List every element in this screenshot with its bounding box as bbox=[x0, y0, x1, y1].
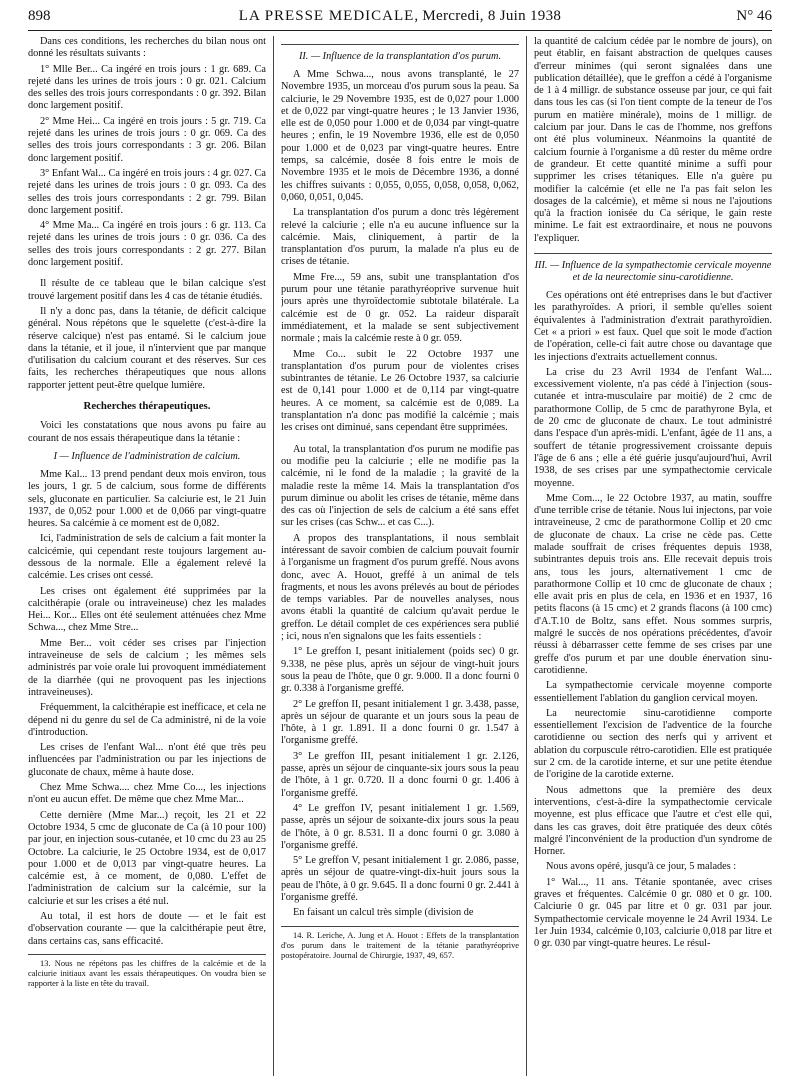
graft-result-3: 3° Le greffon III, pesant initialement 1 gr. 2.126, passe, après un séjour de cinquante-six jours sous la peau de l'hôte, à 1 gr. 0.720. Il a donc fourni 0 gr. 1.406 à l'organisme greffé. bbox=[281, 750, 519, 799]
issue-number: N° 46 bbox=[736, 8, 772, 24]
graft-result-2: 2° Le greffon II, pesant initialement 1 gr. 3.438, passe, après un séjour de quarante et un jours sous la peau de l'hôte, à 1 gr. 1.891. Il a donc fourni 0 gr. 1.547 à l'organisme greffé. bbox=[281, 698, 519, 747]
paragraph: Les crises ont également été supprimées par la calcithérapie (orale ou intraveineuse) chez les malades Hei... Kor... Elles ont été seulement atténuées chez Mme Schwa..., chez Mme Stre... bbox=[28, 585, 266, 634]
section-heading: Recherches thérapeutiques. bbox=[83, 400, 211, 413]
paragraph: Mme Co... subit le 22 Octobre 1937 une transplantation d'os purum pour de violentes crises subintrantes de tétanie. Le 26 Octobre 1937, sa calciurie est de 0,141 pour 1.000 et de 0,114 par vingt-quatre heures. A ce moment, sa calcémie est de 0,089. La transplantation n'a donc pas modifié la calcémie ; mais les crises ont diminué, sans cependant être supprimées. bbox=[281, 348, 519, 434]
paragraph: A propos des transplantations, il nous semblait intéressant de savoir combien de calcium pouvait fournir à l'organisme un fragment d'os purum greffé. Nous avons donc, avec A. Houot, greffé à un animal de tels fragments, et nous les avons prélevés au bout de périodes de temps variables. Par de nouvelles analyses, nous avons établi la quantité de calcium qu'avait perdue le greffon. Le détail complet de ces expériences sera publié ; ici, nous n'en signalons que les faits essentiels : bbox=[281, 532, 519, 643]
paragraph: Fréquemment, la calcithérapie est inefficace, et cela ne dépend ni du genre du sel de Ca administré, ni de la voie d'introduction. bbox=[28, 702, 266, 738]
paragraph: La transplantation d'os purum a donc très légèrement relevé la calciurie ; elle n'a eu aucune influence sur la calcémie. Mais, cliniquement, à partir de la transplantation d'os purum, la malade n'a plus eu de crises de tétanie. bbox=[281, 207, 519, 268]
paragraph: Nous admettons que la première des deux interventions, c'est-à-dire la sympathectomie cervicale moyenne, est plus efficace que l'autre et c'est elle qui, dans les cas graves, doit être pratiquée des deux côtés malgré l'inconvénient de la production d'un syndrome de Horner. bbox=[534, 784, 772, 858]
paragraph: Nous avons opéré, jusqu'à ce jour, 5 malades : bbox=[546, 861, 737, 873]
paragraph: La crise du 23 Avril 1934 de l'enfant Wal.... excessivement violente, n'a pas cédé à l'injection (sous-cutanée et intra-musculaire par moitié) de 2 cmc de parathormone Collip, de 5 cmc de parathyrone Byla, et de 20 cmc de gluconate de chaux. Le tout administré dans l'espace d'un après-midi. L'enfant, âgée de 11 ans, a souffert de tétanie progressivement croissante depuis l'âge de 6 ans ; elle a été guérie jusqu'aujourd'hui, Avril 1938, de ses crises par une sympathectomie cervicale moyenne. bbox=[534, 366, 772, 489]
paragraph: Les crises de l'enfant Wal... n'ont été que très peu influencées par l'administration ou par les injections de gluconate de chaux, même à haute dose. bbox=[28, 742, 266, 778]
column-3 bbox=[534, 36, 772, 1076]
issue-date: , Mercredi, 8 Juin 1938 bbox=[414, 8, 562, 24]
paragraph: A Mme Schwa..., nous avons transplanté, le 27 Novembre 1935, un morceau d'os purum sous la peau. Sa calciurie, le 29 Novembre 1935, est de 0,027 pour 1.000 et de 0,022 par vingt-quatre heures ; le 13 Janvier 1936, elle est de 0,050 pour 1.000 et de 0,034 par vingt-quatre heures ; enfin, le 19 Novembre 1936, elle est de 0,050 pour 1.000 et de 0,023 par vingt-quatre heures. Entre temps, sa calcémie, dosée 8 fois entre le mois de Novembre 1935 et le mois de Décembre 1936, a donné les chiffres suivants : 0,055, 0,055, 0,058, 0,058, 0,062, 0,060, 0,051, 0,045. bbox=[281, 69, 519, 203]
case-1: 1° Wal..., 11 ans. Tétanie spontanée, avec crises graves et fréquentes. Calcémie 0 gr. 080 et 0 gr. 100. Calciurie 0 gr. 045 par litre et 0 gr. 031 par jour. Sympathectomie cervicale moyenne le 24 Avril 1934. Le 1er Juin 1934, calcémie 0,103, calciurie 0,018 par litre et 0 gr. 030 par vingt-quatre heures. Le résul- bbox=[534, 876, 772, 950]
paragraph: Au total, la transplantation d'os purum ne modifie pas ou modifie peu la calciurie ; elle ne modifie pas la calcémie, ni le fond de la maladie ; la gravité de la maladie reste la même 14. Mais la transplantation d'os purum diminue ou abolit les crises de tétanie, même dans des cas où l'injection de sels de calcium a été sans effet sur les crises (cas Schw... et cas C...). bbox=[281, 443, 519, 529]
journal-name: LA PRESSE MEDICALE bbox=[238, 8, 415, 24]
footnote-separator bbox=[28, 954, 266, 955]
section-rule bbox=[281, 44, 519, 45]
journal-title bbox=[28, 8, 772, 25]
column-rule bbox=[273, 36, 274, 1076]
column-2 bbox=[281, 36, 519, 1076]
balance-result-1: 1° Mlle Ber... Ca ingéré en trois jours : 1 gr. 689. Ca rejeté dans les urines de trois jours : 0 gr. 021. Calcium des selles des trois jours correspondants : 0 gr. 392. Bilan donc largement positif. bbox=[28, 63, 266, 112]
section-rule bbox=[534, 253, 772, 254]
footnote: 13. Nous ne répétons pas les chiffres de la calcémie et de la calciurie initiaux avant les essais thérapeutiques. On voudra bien se rapporter à la liste en tête du travail. bbox=[28, 958, 266, 988]
paragraph: Au total, il est hors de doute — et le fait est d'observation courante — que la calcithérapie peut être, dans certains cas, sans efficacité. bbox=[28, 911, 266, 947]
page-number: 898 bbox=[28, 8, 51, 24]
graft-result-5: 5° Le greffon V, pesant initialement 1 gr. 2.086, passe, après un séjour de quatre-vingt-dix-huit jours sous la peau de l'hôte, à 0 gr. 9.645. Il a donc fourni 0 gr. 2.441 à l'organisme greffé. bbox=[281, 855, 519, 903]
footnote-separator bbox=[281, 926, 519, 927]
paragraph: Ces opérations ont été entreprises dans le but d'activer les parathyroïdes. A priori, il semble qu'elles soient équivalentes à l'administration d'extrait parathyroïdien. Cet « a priori » est faux. Quel que soit le mode d'action de l'opération, celle-ci fait autre chose ou davantage que les injections d'extraits actuellement connus. bbox=[534, 290, 772, 363]
column-1 bbox=[28, 36, 266, 1076]
subsection-heading: I — Influence de l'administration de calcium. bbox=[53, 450, 241, 462]
paragraph: Cette dernière (Mme Mar...) reçoit, les 21 et 22 Octobre 1934, 5 cmc de gluconate de Ca (à 10 pour 100) par jour, en injection sous-cutanée, et 10 cmc du 23 au 25 Octobre. La calciurie, le 25 Octobre 1934, est de 0,017 pour 1.000 et de 0,013 par vingt-quatre heures. La calcémie est, à ce moment, de 0,080. L'effet de l'administration de calcium sur la calcémie, sur la calciurie et sur les crises a été nul. bbox=[28, 809, 266, 907]
graft-result-1: 1° Le greffon I, pesant initialement (poids sec) 0 gr. 9.338, ne pèse plus, après un séjour de vingt-huit jours sous la peau de l'hôte, que 0 gr. 9.000. Il a donc fourni 0 gr. 0.338 à l'organisme greffé. bbox=[281, 646, 519, 695]
paragraph: la quantité de calcium cédée par le nombre de jours), on peut établir, en faisant abstraction de quelques causes d'erreur minimes (qui seront signalées dans une publication détaillée), que le greffon a cédé à l'organisme de 1 à 4 milligr. de substance osseuse par jour, ce qui fait dans tous les cas (si l'on tient compte de la teneur de l'os purum en matière minérale), moins de 1 milligr. de calcium par jour. Dans le cas de l'homme, nos greffons ont été plus volumineux. Néanmoins la quantité de calcium fournie à l'organisme a dû rester du même ordre de grandeur. Et cette quantité minime a suffi pour supprimer les crises tétaniques. Elle n'a guère pu modifier la calcémie (et elle ne l'a pas fait selon les dosages de la calcémie), et même si nous ne l'ajoutions qu'à la fraction ionisée du Ca sérique, le gain reste minime. Le fait est extraordinaire, et nous ne pouvons l'expliquer. bbox=[534, 36, 772, 244]
subsection-heading: III. — Influence de la sympathectomie cervicale moyenne et de la neurectomie sinu-carotidienne. bbox=[534, 260, 772, 284]
footnote: 14. R. Leriche, A. Jung et A. Houot : Effets de la transplantation d'os purum dans le traitement de la tétanie parathyréoprive postopératoire. Journal de Chirurgie, 1937, 49, 657. bbox=[281, 930, 519, 960]
paragraph: Ici, l'administration de sels de calcium a fait monter la calcicémie, qui cependant reste toujours largement au-dessous de la normale. Elle a également relevé la calcémie. Les crises ont cessé. bbox=[28, 533, 266, 582]
paragraph: La neurectomie sinu-carotidienne comporte essentiellement l'excision de l'adventice de la fourche carotidienne ou section des nerfs qui y arrivent et ablation du corpuscule rétro-carotidien. Elle est pratiquée sur 2 cm. de la carotide interne, et sur une petite étendue de l'origine de la carotide externe. bbox=[534, 707, 772, 781]
paragraph: Chez Mme Schwa.... chez Mme Co..., les injections n'ont eu aucun effet. De même que chez Mme Mar... bbox=[28, 782, 266, 806]
paragraph: Mme Fre..., 59 ans, subit une transplantation d'os purum pour une tétanie parathyréoprive survenue huit jours après une thyroïdectomie subtotale bilatérale. La calcémie est de 0 gr. 052. La raideur disparaît immédiatement, et la malade se sent subjectivement normale ; mais la calcémie reste à 0 gr. 059. bbox=[281, 271, 519, 345]
paragraph: Dans ces conditions, les recherches du bilan nous ont donné les résultats suivants : bbox=[28, 36, 266, 60]
paragraph: Voici les constatations que nous avons pu faire au courant de nos essais thérapeutique dans la tétanie : bbox=[28, 420, 266, 444]
paragraph: En faisant un calcul très simple (division de bbox=[293, 907, 474, 919]
page-header bbox=[28, 8, 772, 31]
paragraph: Il n'y a donc pas, dans la tétanie, de déficit calcique général. Nous répétons que le squelette (c'est-à-dire la réserve calcique) n'est pas entamé. Si le calcium joue dans la tétanie, et il joue, il n'intervient que par manque d'utilisation du calcium courant et des réserves. Sur ces faits, les recherches thérapeutiques que nous allons rapporter jettent peut-être quelque lumière. bbox=[28, 305, 266, 391]
subsection-heading: II. — Influence de la transplantation d'os purum. bbox=[298, 51, 502, 62]
paragraph: Il résulte de ce tableau que le bilan calcique s'est trouvé largement positif dans les 4 cas de tétanie étudiés. bbox=[28, 278, 266, 302]
balance-result-2: 2° Mme Hei... Ca ingéré en trois jours : 5 gr. 719. Ca rejeté dans les urines de trois jours : 0 gr. 069. Ca des selles des trois jours correspondants : 3 gr. 206. Bilan donc largement positif. bbox=[28, 115, 266, 164]
balance-result-3: 3° Enfant Wal... Ca ingéré en trois jours : 4 gr. 027. Ca rejeté dans les urines de trois jours : 0 gr. 093. Ca des selles des trois jours correspondants : 2 gr. 799. Bilan donc largement positif. bbox=[28, 167, 266, 216]
column-rule bbox=[526, 36, 527, 1076]
graft-result-4: 4° Le greffon IV, pesant initialement 1 gr. 1.569, passe, après un séjour de soixante-dix jours sous la peau de l'hôte, à 0 gr. 8.531. Il a donc fourni 0 gr. 3.080 à l'organisme greffé. bbox=[281, 802, 519, 851]
balance-result-4: 4° Mme Ma... Ca ingéré en trois jours : 6 gr. 113. Ca rejeté dans les urines de trois jours : 0 gr. 036. Ca des selles des trois jours correspondants : 2 gr. 277. Bilan donc largement positif. bbox=[28, 220, 266, 269]
paragraph: Mme Ber... voit céder ses crises par l'injection intraveineuse de sels de calcium ; les mêmes sels administrés par voie orale lui provoquent immédiatement de la diarrhée (qui ne provoquent pas les injections intraveineuses). bbox=[28, 637, 266, 698]
paragraph: Mme Com..., le 22 Octobre 1937, au matin, souffre d'une terrible crise de tétanie. Nous lui injectons, par voie intraveineuse, 2 cmc de parathormone Collip et 20 cmc de gluconate de chaux. La crise ne cède pas. Cette malade souffrait de crises fréquentes depuis 1938, subintrantes depuis trois ans. Elle recevait depuis trois ans, tous les jours, alternativement 1 cmc de parathormone Collip et 10 cmc de gluconate de chaux ; elle avait pris en plus de cela, en 1936 et en 1937, 16 petits flacons (à 15 cmc) et 2 grands flacons (à 100 cmc) d'A.T.10 de Boltz, sans effet. Nous sommes surpris, malgré le succès de nos opérations précédentes, d'avoir réussi à débarrasser cette femme de ses crises par une greffe d'os purum et par une double énervation sinu-carotidienne. bbox=[534, 492, 772, 676]
paragraph: La sympathectomie cervicale moyenne comporte essentiellement l'ablation du ganglion cervical moyen. bbox=[534, 680, 772, 704]
paragraph: Mme Kal... 13 prend pendant deux mois environ, tous les jours, 1 gr. 5 de calcium, sous forme de différents sels, gluconate en particulier. Sa calciurie est, le 21 Juin 1937, de 0,052 pour 1.000 et de 0,066 par vingt-quatre heures. Sa calcémie à ce moment est de 0,082. bbox=[28, 468, 266, 530]
